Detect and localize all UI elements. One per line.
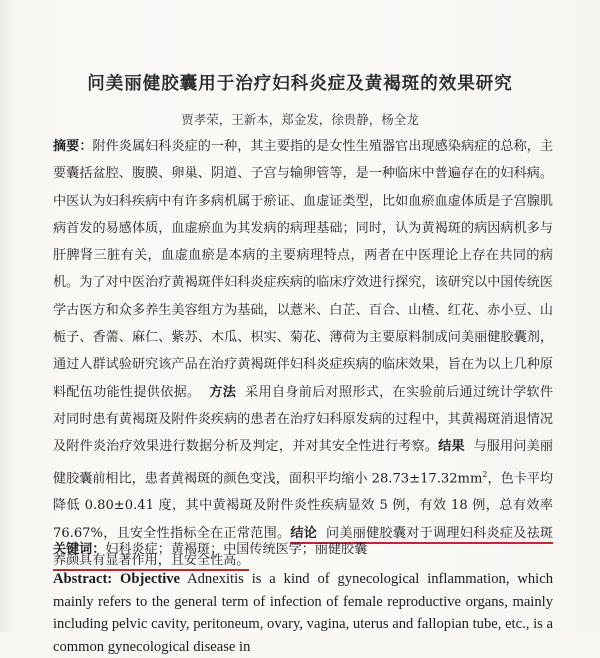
method-label: 方法 <box>209 384 237 400</box>
conclusion-text: 问美丽健胶囊对于调理妇科炎症及祛斑养颜具有显著作用，且安全性高。 <box>53 525 554 568</box>
result-text-a: 与服用问美丽健胶囊前相比，患者黄褐斑的颜色变浅，面积平均缩小 28.73±17.32mm <box>53 439 554 486</box>
abstract-label: 摘要： <box>53 139 93 154</box>
keywords-text: 妇科炎症；黄褐斑；中国传统医学；丽健胶囊 <box>105 542 368 557</box>
result-text-b: ，色卡平均降低 0.80±0.41 度，其中黄褐斑及附件炎性疾病显效 5 例，有效 18 例，总有效率 76.67%，且安全性指标全在正常范围。 <box>53 470 554 541</box>
abstract-intro: 附件炎属妇科炎症的一种，其主要指的是女性生殖器官出现感染病症的总称，主要囊括盆腔、腹膜、卵巢、阴道、子宫与输卵管等，是一种临床中普遍存在的妇科病。中医认为妇科疾病中有许多病机属于瘀证、血虚证类型，比如血瘀血虚体质是子宫腺肌病首发的易感体质，血虚瘀血为其发病的病理基础；同时，认为黄褐斑的病因病机多与肝脾肾三脏有关，血虚血瘀是本病的主要病理特点，两者在中医理论上存在共同的病机。为了对中医治疗黄褐斑伴妇科炎症疾病的临床疗效进行探究，该研究以中国传统医学古医方和众多养生美容组方为基础，以薏米、白芷、百合、山楂、红花、赤小豆、山栀子、香薷、麻仁、紫苏、木瓜、枳实、菊花、薄荷为主要原料制成问美丽健胶囊剂，通过人群试验研究该产品在治疗黄褐斑伴妇科炎症疾病的临床效果，旨在为以上几种原料配伍功能性提供依据。 <box>53 139 554 400</box>
keywords-line <box>53 538 553 557</box>
english-abstract-label: Abstract: <box>53 571 113 587</box>
keywords-label: 关键词： <box>53 542 106 557</box>
author-list: 贾孝荣，王新本，郑金发，徐贵静，杨全龙 <box>181 112 419 127</box>
conclusion-label: 结论 <box>290 525 318 541</box>
paper-title: 问美丽健胶囊用于治疗妇科炎症及黄褐斑的效果研究 <box>87 74 513 94</box>
english-abstract <box>53 568 553 658</box>
chinese-abstract <box>53 133 553 574</box>
english-objective-label: Objective <box>120 571 181 587</box>
method-text: 采用自身前后对照形式，在实验前后通过统计学软件对同时患有黄褐斑及附件炎疾病的患者在治疗妇科原发病的过程中，其黄褐斑消退情况及附件炎治疗效果进行数据分析及判定，并对其安全性进行考察。 <box>53 384 554 455</box>
result-superscript: 2 <box>482 469 488 479</box>
english-abstract-text: Adnexitis is a kind of gynecological inflammation, which mainly refers to the general term of infection of female reproductive organs, mainly including pelvic cavity, peritoneum, ovary, vagina, uterus and fallopian tube, etc., is a common gynecological disease in <box>53 571 553 655</box>
result-label: 结果 <box>438 439 465 455</box>
